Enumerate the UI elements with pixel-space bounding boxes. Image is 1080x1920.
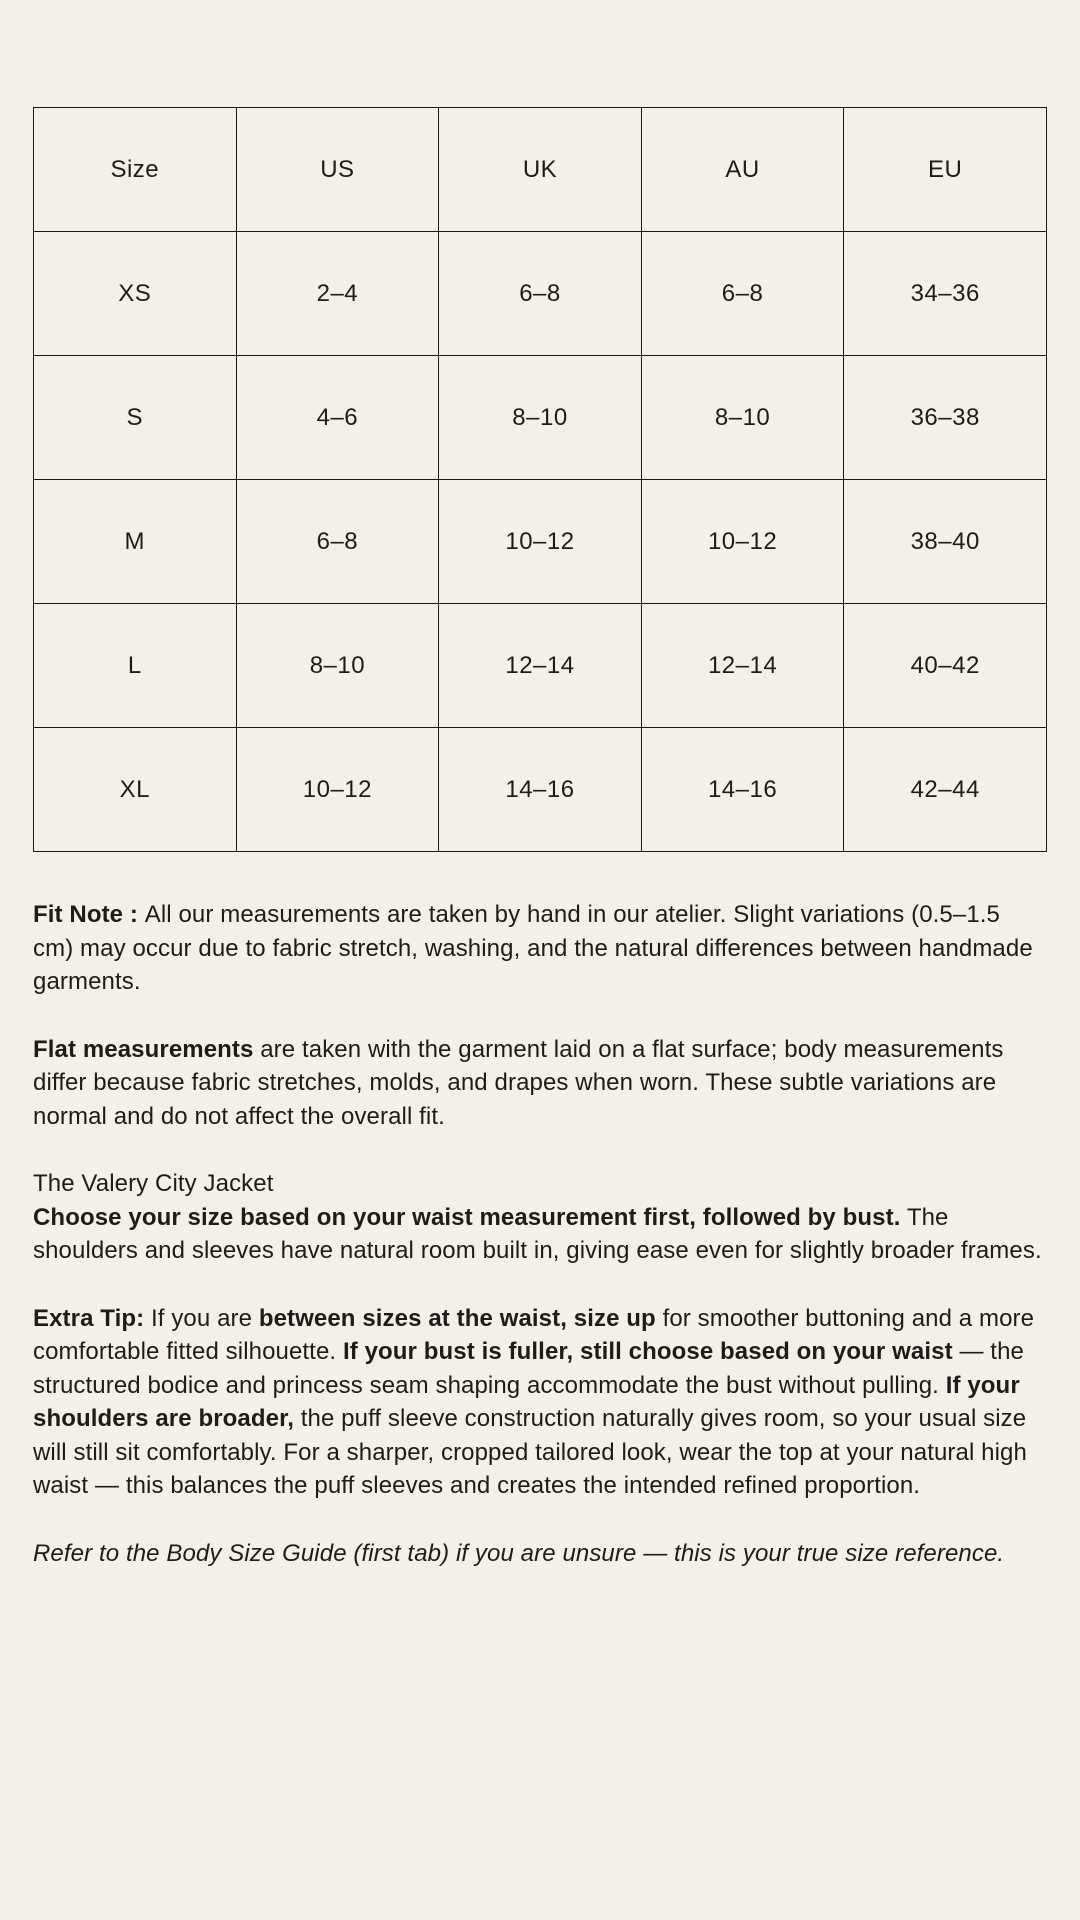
table-row-xl bbox=[34, 728, 1047, 852]
cell-us-value: 2–4 bbox=[236, 232, 439, 356]
fit-notes-section bbox=[33, 898, 1047, 1570]
sizing-advice-paragraph bbox=[33, 1201, 1047, 1268]
table-row-xs bbox=[34, 232, 1047, 356]
cell-eu-value: 36–38 bbox=[844, 356, 1047, 480]
table-header-row bbox=[34, 108, 1047, 232]
flat-measurements-paragraph bbox=[33, 1033, 1047, 1134]
cell-us-value: 10–12 bbox=[236, 728, 439, 852]
text-segment: If your shoulders are broader, bbox=[33, 1371, 1020, 1432]
text-segment: are taken with the garment laid on a flat surface; body measurements differ because fabric stretches, molds, and drapes when worn. These subtle variations are normal and do not affect the overall fit. bbox=[33, 1035, 1004, 1130]
text-segment: If you are bbox=[144, 1304, 259, 1332]
text-segment: between sizes at the waist, size up bbox=[258, 1304, 656, 1332]
cell-au-value: 10–12 bbox=[641, 480, 844, 604]
column-header-us: US bbox=[236, 108, 439, 232]
cell-size-label: S bbox=[34, 356, 237, 480]
cell-au-value: 14–16 bbox=[641, 728, 844, 852]
cell-us-value: 4–6 bbox=[236, 356, 439, 480]
text-segment: The shoulders and sleeves have natural room built in, giving ease even for slightly broader frames. bbox=[33, 1203, 1042, 1264]
text-segment: If your bust is fuller, still choose based on your waist bbox=[342, 1338, 953, 1365]
text-segment: for smoother buttoning and a more comfortable fitted silhouette. bbox=[33, 1304, 1035, 1365]
text-segment: Extra Tip: bbox=[33, 1304, 145, 1332]
text-segment: the puff sleeve construction naturally gives room, so your usual size will still sit comfortably. For a sharper, cropped tailored look, wear the top at your natural high waist — this balances the puff sleeves and creates the intended refined proportion. bbox=[33, 1405, 1027, 1499]
cell-us-value: 8–10 bbox=[236, 604, 439, 728]
text-segment: Fit Note : bbox=[33, 901, 145, 928]
table-row-m bbox=[34, 480, 1047, 604]
cell-eu-value: 34–36 bbox=[844, 232, 1047, 356]
text-segment: All our measurements are taken by hand in our atelier. Slight variations (0.5–1.5 cm) may occur due to fabric stretch, washing, and the natural differences between handmade garments. bbox=[33, 901, 1033, 995]
cell-uk-value: 14–16 bbox=[439, 728, 642, 852]
text-segment: Choose your size based on your waist measurement first, followed by bust. bbox=[33, 1203, 901, 1231]
cell-uk-value: 10–12 bbox=[439, 480, 642, 604]
cell-size-label: L bbox=[34, 604, 237, 728]
column-header-eu: EU bbox=[844, 108, 1047, 232]
cell-au-value: 8–10 bbox=[641, 356, 844, 480]
extra-tip-paragraph bbox=[33, 1302, 1047, 1503]
fit-note-paragraph bbox=[33, 898, 1047, 999]
cell-uk-value: 12–14 bbox=[439, 604, 642, 728]
cell-size-label: XL bbox=[34, 728, 237, 852]
cell-eu-value: 42–44 bbox=[844, 728, 1047, 852]
table-row-l bbox=[34, 604, 1047, 728]
cell-eu-value: 38–40 bbox=[844, 480, 1047, 604]
cell-size-label: XS bbox=[34, 232, 237, 356]
column-header-uk: UK bbox=[439, 108, 642, 232]
body-size-guide-reference bbox=[33, 1537, 1047, 1571]
cell-size-label: M bbox=[34, 480, 237, 604]
column-header-au: AU bbox=[641, 108, 844, 232]
cell-uk-value: 6–8 bbox=[439, 232, 642, 356]
text-segment: — the structured bodice and princess seam shaping accommodate the bust without pulling. bbox=[33, 1338, 1024, 1399]
cell-uk-value: 8–10 bbox=[439, 356, 642, 480]
cell-eu-value: 40–42 bbox=[844, 604, 1047, 728]
cell-us-value: 6–8 bbox=[236, 480, 439, 604]
cell-au-value: 12–14 bbox=[641, 604, 844, 728]
product-name bbox=[33, 1167, 1047, 1201]
text-segment: Refer to the Body Size Guide (first tab) if you are unsure — this is your true size reference. bbox=[33, 1539, 1005, 1567]
column-header-size: Size bbox=[34, 108, 237, 232]
table-row-s bbox=[34, 356, 1047, 480]
cell-au-value: 6–8 bbox=[641, 232, 844, 356]
text-segment: Flat measurements bbox=[33, 1035, 254, 1063]
text-segment: The Valery City Jacket bbox=[33, 1170, 274, 1197]
size-conversion-table bbox=[33, 107, 1047, 852]
